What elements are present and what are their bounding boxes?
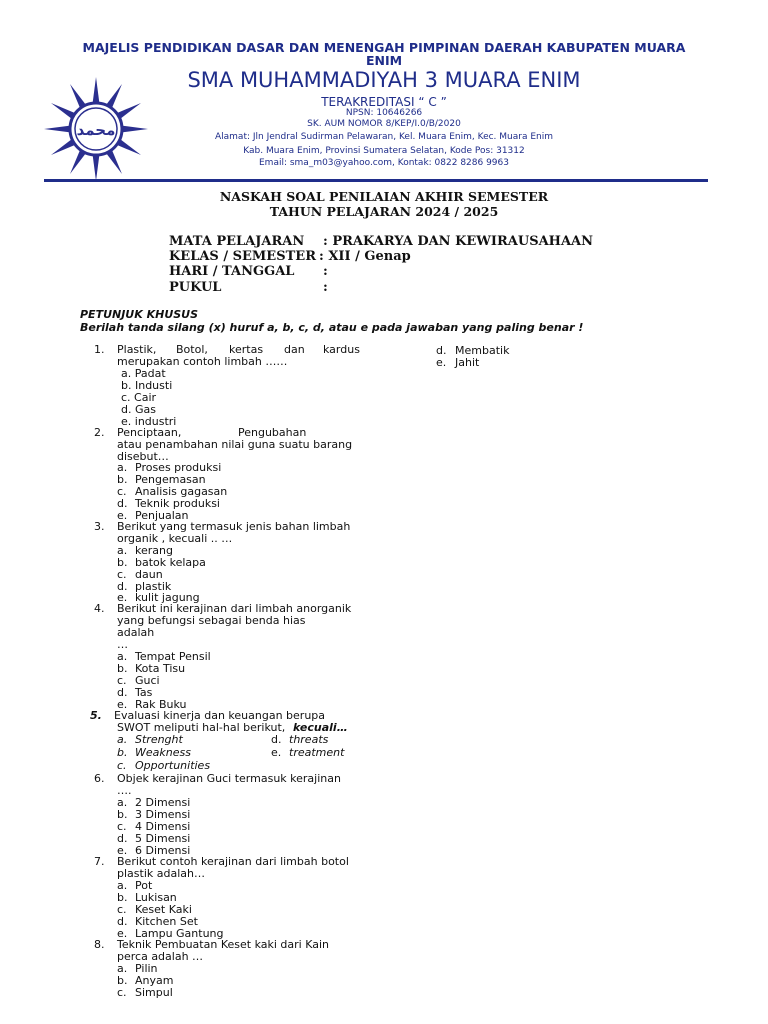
answer-option[interactable]: Analisis gagasan	[135, 485, 228, 498]
question-number: 1.	[94, 343, 105, 356]
answer-option[interactable]: treatment	[289, 746, 345, 759]
answer-option[interactable]: d. Gas	[121, 403, 156, 416]
option-letter: b.	[117, 974, 128, 987]
option-letter: b.	[117, 808, 128, 821]
answer-option[interactable]: Anyam	[135, 974, 174, 987]
info-label-time: PUKUL	[169, 280, 222, 295]
academic-year: TAHUN PELAJARAN 2024 / 2025	[269, 204, 499, 219]
info-value-time: :	[323, 280, 328, 295]
question-text: perca adalah …	[117, 950, 204, 963]
logo-ray	[44, 126, 70, 133]
question-text: Botol,	[176, 343, 208, 356]
answer-option[interactable]: Rak Buku	[135, 698, 187, 711]
info-label-class: KELAS / SEMESTER	[169, 249, 316, 264]
question-text: yang befungsi sebagai benda hias	[117, 614, 306, 627]
answer-option[interactable]: Keset Kaki	[135, 903, 192, 916]
answer-option[interactable]: Guci	[135, 674, 160, 687]
option-letter: d.	[117, 497, 128, 510]
answer-option[interactable]: e. industri	[121, 415, 177, 428]
muhammadiyah-logo-icon	[36, 71, 156, 181]
answer-option[interactable]: Pengemasan	[135, 473, 206, 486]
sk-number: SK. AUM NOMOR 8/KEP/I.0/B/2020	[307, 119, 461, 129]
question-text: disebut…	[117, 450, 169, 463]
question-text: atau penambahan nilai guna suatu barang	[117, 438, 353, 451]
answer-option[interactable]: Teknik produksi	[135, 497, 220, 510]
option-letter: c.	[117, 986, 127, 999]
answer-option[interactable]: plastik	[135, 580, 172, 593]
question-text: Teknik Pembuatan Keset kaki dari Kain	[117, 938, 329, 951]
option-letter: a.	[117, 962, 128, 975]
option-letter: e.	[117, 591, 128, 604]
answer-option[interactable]: 5 Dimensi	[135, 832, 191, 845]
question-text: …	[117, 638, 128, 651]
question-text: plastik adalah…	[117, 867, 205, 880]
question-text: Berikut yang termasuk jenis bahan limbah	[117, 520, 351, 533]
organization-line-2: ENIM	[365, 53, 403, 68]
option-letter: d.	[271, 733, 282, 746]
option-letter: c.	[117, 674, 127, 687]
question-text: adalah	[117, 626, 155, 639]
option-letter: a.	[117, 796, 128, 809]
answer-option[interactable]: Pot	[135, 879, 153, 892]
logo-ray	[93, 77, 100, 103]
question-text: Berikut contoh kerajinan dari limbah botol	[117, 855, 349, 868]
question-number: 3.	[94, 520, 105, 533]
question-number: 5.	[90, 709, 102, 722]
question-text: Evaluasi kinerja dan keuangan berupa	[114, 709, 326, 722]
exam-title: NASKAH SOAL PENILAIAN AKHIR SEMESTER	[219, 189, 549, 204]
option-letter: d.	[117, 580, 128, 593]
info-value-subject: : PRAKARYA DAN KEWIRAUSAHAAN	[323, 234, 594, 249]
answer-option[interactable]: Lukisan	[135, 891, 177, 904]
option-letter: b.	[117, 556, 128, 569]
answer-option[interactable]: Strenght	[135, 733, 183, 746]
option-letter: a.	[117, 461, 128, 474]
option-letter: e.	[117, 927, 128, 940]
answer-option[interactable]: Tempat Pensil	[135, 650, 211, 663]
option-letter: a.	[117, 544, 128, 557]
question-text: ….	[117, 784, 132, 797]
option-letter: d.	[117, 832, 128, 845]
answer-option[interactable]: b. Industi	[121, 379, 173, 392]
answer-option[interactable]: Weakness	[135, 746, 191, 759]
option-letter: b.	[117, 746, 128, 759]
logo-ray	[122, 126, 148, 133]
instructions-text: Berilah tanda silang (x) huruf a, b, c, d, atau e pada jawaban yang paling benar !	[80, 321, 584, 334]
question-text: kardus	[323, 343, 360, 356]
answer-option[interactable]: 2 Dimensi	[135, 796, 191, 809]
option-letter: b.	[117, 662, 128, 675]
npsn: NPSN: 10646266	[345, 108, 423, 118]
question-text: dan	[284, 343, 305, 356]
organization-line-1: MAJELIS PENDIDIKAN DASAR DAN MENENGAH PIMPINAN DAERAH KABUPATEN MUARA	[82, 40, 686, 55]
answer-option[interactable]: kulit jagung	[135, 591, 200, 604]
option-letter: e.	[117, 509, 128, 522]
answer-option[interactable]: Kitchen Set	[135, 915, 198, 928]
logo-calligraphy: محمد	[76, 121, 116, 139]
question-text: Berikut ini kerajinan dari limbah anorganik	[117, 602, 352, 615]
info-label-subject: MATA PELAJARAN	[169, 234, 305, 249]
answer-option[interactable]: Proses produksi	[135, 461, 222, 474]
question-text: SWOT meliputi hal-hal berikut,	[117, 721, 286, 734]
question-number: 4.	[94, 602, 105, 615]
option-letter: d.	[117, 686, 128, 699]
option-letter: a.	[117, 650, 128, 663]
info-label-date: HARI / TANGGAL	[169, 264, 295, 279]
option-letter: a.	[117, 733, 128, 746]
answer-option[interactable]: Pilin	[135, 962, 158, 975]
address-line-1: Alamat: Jln Jendral Sudirman Pelawaran, Kel. Muara Enim, Kec. Muara Enim	[214, 132, 553, 142]
logo-ray	[93, 155, 100, 181]
option-letter: d.	[117, 915, 128, 928]
option-letter: c.	[117, 568, 127, 581]
option-letter: e.	[117, 698, 128, 711]
answer-option[interactable]: Lampu Gantung	[135, 927, 224, 940]
question-text: kertas	[229, 343, 264, 356]
question-text: Objek kerajinan Guci termasuk kerajinan	[117, 772, 341, 785]
question-emphasis: kecuali…	[293, 721, 348, 734]
header-divider	[44, 179, 708, 182]
answer-option[interactable]: daun	[135, 568, 163, 581]
answer-option[interactable]: a. Padat	[121, 367, 166, 380]
question-text: Penciptaan,	[117, 426, 182, 439]
instructions-title: PETUNJUK KHUSUS	[80, 308, 199, 321]
option-letter: e.	[271, 746, 282, 759]
answer-option[interactable]: Opportunities	[135, 759, 211, 772]
info-value-date: :	[323, 264, 328, 279]
question-number: 2.	[94, 426, 105, 439]
answer-option[interactable]: Membatik	[455, 344, 510, 357]
answer-option[interactable]: kerang	[135, 544, 173, 557]
answer-option[interactable]: 3 Dimensi	[135, 808, 191, 821]
school-name: SMA MUHAMMADIYAH 3 MUARA ENIM	[187, 68, 581, 92]
question-text: Plastik,	[117, 343, 157, 356]
answer-option[interactable]: 4 Dimensi	[135, 820, 191, 833]
question-text: merupakan contoh limbah ……	[117, 355, 288, 368]
accreditation: TERAKREDITASI “ C ”	[321, 95, 447, 109]
option-letter: c.	[117, 759, 127, 772]
question-number: 8.	[94, 938, 105, 951]
info-value-class: : XII / Genap	[319, 249, 411, 264]
option-letter: e.	[436, 356, 447, 369]
answer-option[interactable]: c. Cair	[121, 391, 157, 404]
option-letter: c.	[117, 820, 127, 833]
answer-option[interactable]: batok kelapa	[135, 556, 206, 569]
question-number: 6.	[94, 772, 105, 785]
answer-option[interactable]: Kota Tisu	[135, 662, 186, 675]
option-letter: b.	[117, 891, 128, 904]
option-letter: b.	[117, 473, 128, 486]
answer-option[interactable]: Penjualan	[135, 509, 189, 522]
answer-option[interactable]: Simpul	[135, 986, 173, 999]
option-letter: c.	[117, 485, 127, 498]
question-number: 7.	[94, 855, 105, 868]
option-letter: a.	[117, 879, 128, 892]
answer-option[interactable]: threats	[289, 733, 329, 746]
address-line-2: Kab. Muara Enim, Provinsi Sumatera Selatan, Kode Pos: 31312	[243, 146, 525, 156]
contact-line: Email: sma_m03@yahoo.com, Kontak: 0822 8286 9963	[258, 158, 509, 168]
question-text: Pengubahan	[238, 426, 307, 439]
option-letter: d.	[436, 344, 447, 357]
answer-option[interactable]: Tas	[135, 686, 153, 699]
answer-option[interactable]: Jahit	[455, 356, 480, 369]
option-letter: e.	[117, 844, 128, 857]
answer-option[interactable]: 6 Dimensi	[135, 844, 191, 857]
option-letter: c.	[117, 903, 127, 916]
question-text: organik , kecuali .. …	[117, 532, 233, 545]
